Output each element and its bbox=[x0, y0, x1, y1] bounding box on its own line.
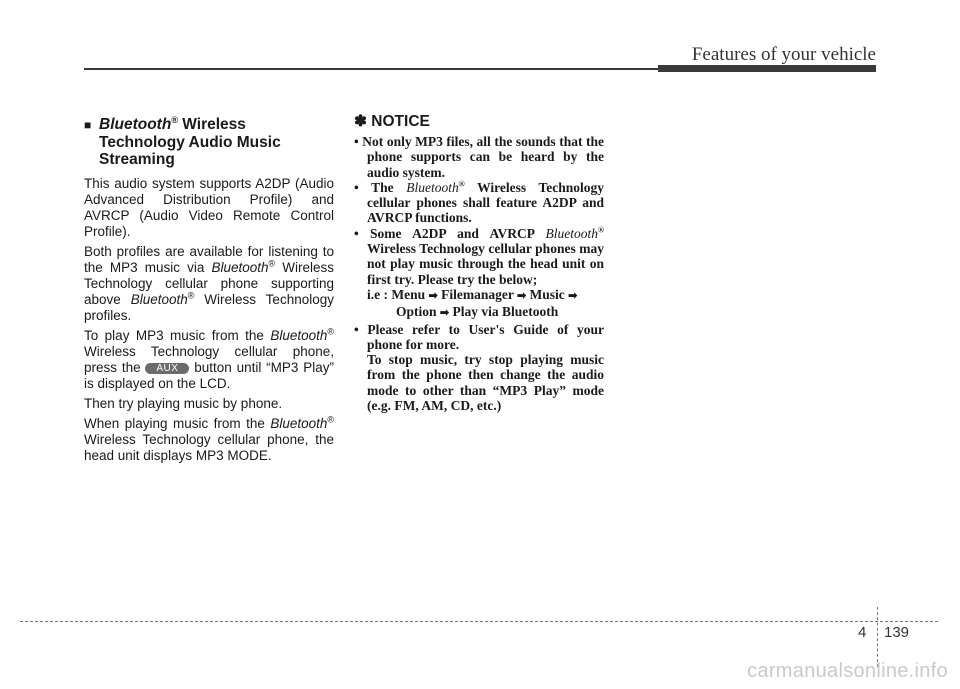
notice-item-4-text-b: To stop music, try stop playing music from the phone then change the audio mode to other than “MP3 Play” mode (e.g. FM, AM, CD, etc.) bbox=[367, 352, 604, 414]
notice-heading: ✽ NOTICE bbox=[354, 113, 430, 130]
section-heading bbox=[84, 112, 334, 168]
arrow-right-icon: ➡ bbox=[428, 289, 438, 302]
notice-item-3-text-b: Wireless Technology cellular phones may not play music through the head unit on first try. Please try the below; bbox=[367, 241, 604, 287]
p2-text-b: Wireless Technology cellular phone supporting above bbox=[84, 260, 334, 308]
p5-text-b: Wireless Technology cellular phone, the head unit displays MP3 MODE. bbox=[84, 432, 334, 464]
square-bullet-icon: ■ bbox=[84, 118, 92, 133]
heading-text-2: Technology Audio Music bbox=[99, 134, 281, 152]
notice-box bbox=[354, 112, 604, 413]
header-rule-thick bbox=[658, 65, 876, 72]
heading-brand: Bluetooth bbox=[99, 116, 172, 134]
p3-brand: Bluetooth bbox=[270, 328, 328, 344]
menu-path-d: Option bbox=[396, 304, 440, 320]
p5-text-a: When playing music from the bbox=[84, 416, 271, 432]
heading-text-3: Streaming bbox=[99, 151, 175, 169]
paragraph-4: Then try playing music by phone. bbox=[84, 396, 283, 412]
header-rule bbox=[84, 68, 658, 70]
p2-brand: Bluetooth bbox=[211, 260, 269, 276]
paragraph-2 bbox=[84, 244, 334, 324]
notice-item-3-text-a: Some A2DP and AVRCP bbox=[370, 225, 546, 241]
notice-item-1-text: Not only MP3 files, all the sounds that the phone supports can be heard by the audio system. bbox=[362, 134, 604, 180]
menu-path-line-1 bbox=[367, 287, 604, 304]
paragraph-5 bbox=[84, 416, 334, 464]
notice-item-3-brand: Bluetooth bbox=[545, 225, 599, 241]
footer-rule bbox=[20, 621, 938, 622]
notice-item-2-reg: ® bbox=[458, 179, 465, 189]
notice-item-4-text-a: Please refer to User's Guide of your phone for more. bbox=[367, 321, 605, 352]
heading-text-1: Wireless bbox=[177, 116, 246, 134]
p2-text-c: Wireless Technology profiles. bbox=[84, 292, 334, 324]
p2-brand-2: Bluetooth bbox=[130, 292, 188, 308]
p2-reg: ® bbox=[268, 258, 276, 269]
notice-item-2-text-a: The bbox=[371, 179, 407, 195]
left-column bbox=[84, 112, 334, 468]
p2-reg-2: ® bbox=[187, 290, 195, 301]
notice-item-1: • Not only MP3 files, all the sounds that the phone supports can be heard by the audio system. bbox=[354, 134, 604, 180]
paragraph-1: This audio system supports A2DP (Audio Advanced Distribution Profile) and AVRCP (Audio Video Remote Control Profile). bbox=[84, 176, 334, 240]
menu-path-line-2 bbox=[367, 304, 604, 321]
p3-text-c: button until “MP3 Play” is displayed on the LCD. bbox=[84, 360, 334, 392]
notice-item-2-brand: Bluetooth bbox=[406, 179, 459, 195]
menu-path-b: Filemanager bbox=[437, 286, 517, 302]
footer-divider bbox=[877, 607, 878, 667]
notice-item-2: • The Bluetooth® Wireless Technology cellular phones shall feature A2DP and AVRCP functions. bbox=[354, 179, 605, 226]
menu-path-a: i.e : Menu bbox=[367, 286, 429, 302]
p2-text-a: Both profiles are available for listening to the MP3 music via bbox=[84, 244, 334, 276]
arrow-right-icon: ➡ bbox=[568, 289, 578, 302]
p5-brand: Bluetooth bbox=[270, 416, 328, 432]
notice-item-4: • Please refer to User's Guide of your phone for more. To stop music, try stop playing music from the phone then change the audio mode to other than “MP3 Play” mode (e.g. FM, AM, CD, etc.) bbox=[354, 321, 605, 414]
paragraph-3 bbox=[84, 328, 334, 392]
p3-reg: ® bbox=[327, 326, 334, 337]
running-header-title: Features of your vehicle bbox=[691, 44, 876, 65]
arrow-right-icon: ➡ bbox=[516, 289, 527, 302]
notice-list bbox=[354, 134, 604, 413]
menu-path-c: Music bbox=[526, 286, 569, 302]
aux-button-label: AUX bbox=[145, 363, 189, 374]
watermark: carmanualsonline.info bbox=[747, 660, 948, 682]
arrow-right-icon: ➡ bbox=[439, 307, 450, 320]
registered-mark: ® bbox=[171, 115, 178, 125]
notice-item-3: • Some A2DP and AVRCP Bluetooth® Wireless Technology cellular phones may not play music through the head unit on first try. Please try the below; i.e : Menu ➡ Filemanager ➡ Music ➡ Option ➡ Play via Bluetooth bbox=[354, 226, 604, 322]
menu-path-e: Play via Bluetooth bbox=[449, 304, 559, 320]
p3-text-a: To play MP3 music from the bbox=[84, 328, 271, 344]
notice-item-2-text-b: Wireless Technology cellular phones shall feature A2DP and AVRCP functions. bbox=[367, 179, 605, 226]
p3-text-b: Wireless Technology cellular phone, press the bbox=[84, 344, 334, 376]
notice-item-3-reg: ® bbox=[598, 225, 604, 235]
page-number: 139 bbox=[884, 624, 910, 641]
p5-reg: ® bbox=[327, 414, 334, 425]
chapter-number: 4 bbox=[858, 624, 867, 641]
